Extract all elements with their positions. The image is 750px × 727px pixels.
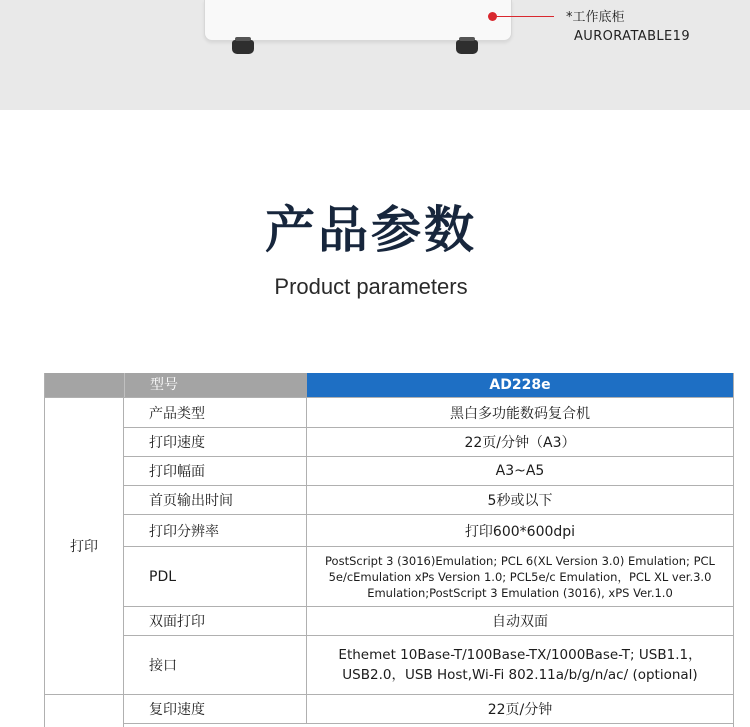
row-label: 产品类型 bbox=[124, 398, 307, 427]
header-label: 型号 bbox=[124, 373, 307, 397]
callout-line bbox=[496, 16, 554, 17]
row-value: A3~A5 bbox=[495, 463, 545, 479]
row-value: 22页/分钟 bbox=[487, 702, 553, 718]
callout-line-1: *工作底柜 bbox=[566, 10, 625, 25]
row-value: 黑白多功能数码复合机 bbox=[450, 405, 590, 422]
row-value: Ethemet 10Base-T/100Base-TX/1000Base-T; USB1.1，USB2.0，USB Host,Wi-Fi 802.11a/b/g/n/ac/ (optional) bbox=[338, 647, 702, 683]
caster-wheel-left bbox=[232, 40, 254, 54]
row-label: 接口 bbox=[124, 636, 307, 694]
caster-wheel-right bbox=[456, 40, 478, 54]
table-row bbox=[124, 694, 733, 724]
table-row bbox=[124, 485, 733, 514]
cabinet-illustration bbox=[204, 0, 512, 41]
row-value: PostScript 3 (3016)Emulation; PCL 6(XL Version 3.0) Emulation; PCL 5e/cEmulation xPs Version 1.0; PCL5e/c Emulation，PCL XL ver.3.0 Emulation;PostScript 3 Emulation (3016), xPS Ver.1.0 bbox=[325, 553, 715, 600]
row-label: 复印速度 bbox=[124, 695, 307, 723]
row-value: 打印600*600dpi bbox=[464, 523, 576, 540]
row-value: 5秒或以下 bbox=[487, 493, 553, 509]
header-category-cell bbox=[45, 373, 124, 397]
table-row bbox=[124, 427, 733, 456]
table-row bbox=[124, 456, 733, 485]
table-row bbox=[124, 397, 733, 427]
product-image-area bbox=[0, 0, 750, 110]
table-row bbox=[124, 606, 733, 635]
category-print: 打印 bbox=[45, 397, 124, 694]
table-row bbox=[124, 635, 733, 694]
row-label: 双面打印 bbox=[124, 607, 307, 635]
row-value: 自动双面 bbox=[492, 614, 548, 630]
header-model-value: AD228e bbox=[307, 373, 733, 397]
callout-label bbox=[566, 8, 690, 46]
row-label: 打印分辨率 bbox=[124, 515, 307, 546]
callout-line-2: AURORATABLE19 bbox=[574, 29, 691, 44]
category-copy bbox=[45, 695, 124, 727]
section-title: 产品参数 bbox=[265, 201, 477, 259]
spec-table bbox=[44, 373, 734, 727]
section-subtitle: Product parameters bbox=[274, 274, 468, 299]
table-row bbox=[124, 546, 733, 606]
row-value: 22页/分钟（A3） bbox=[464, 435, 576, 451]
row-label: 打印速度 bbox=[124, 428, 307, 456]
table-row bbox=[124, 514, 733, 546]
row-label: 首页输出时间 bbox=[124, 486, 307, 514]
row-label: PDL bbox=[124, 547, 307, 606]
row-label: 打印幅面 bbox=[124, 457, 307, 485]
